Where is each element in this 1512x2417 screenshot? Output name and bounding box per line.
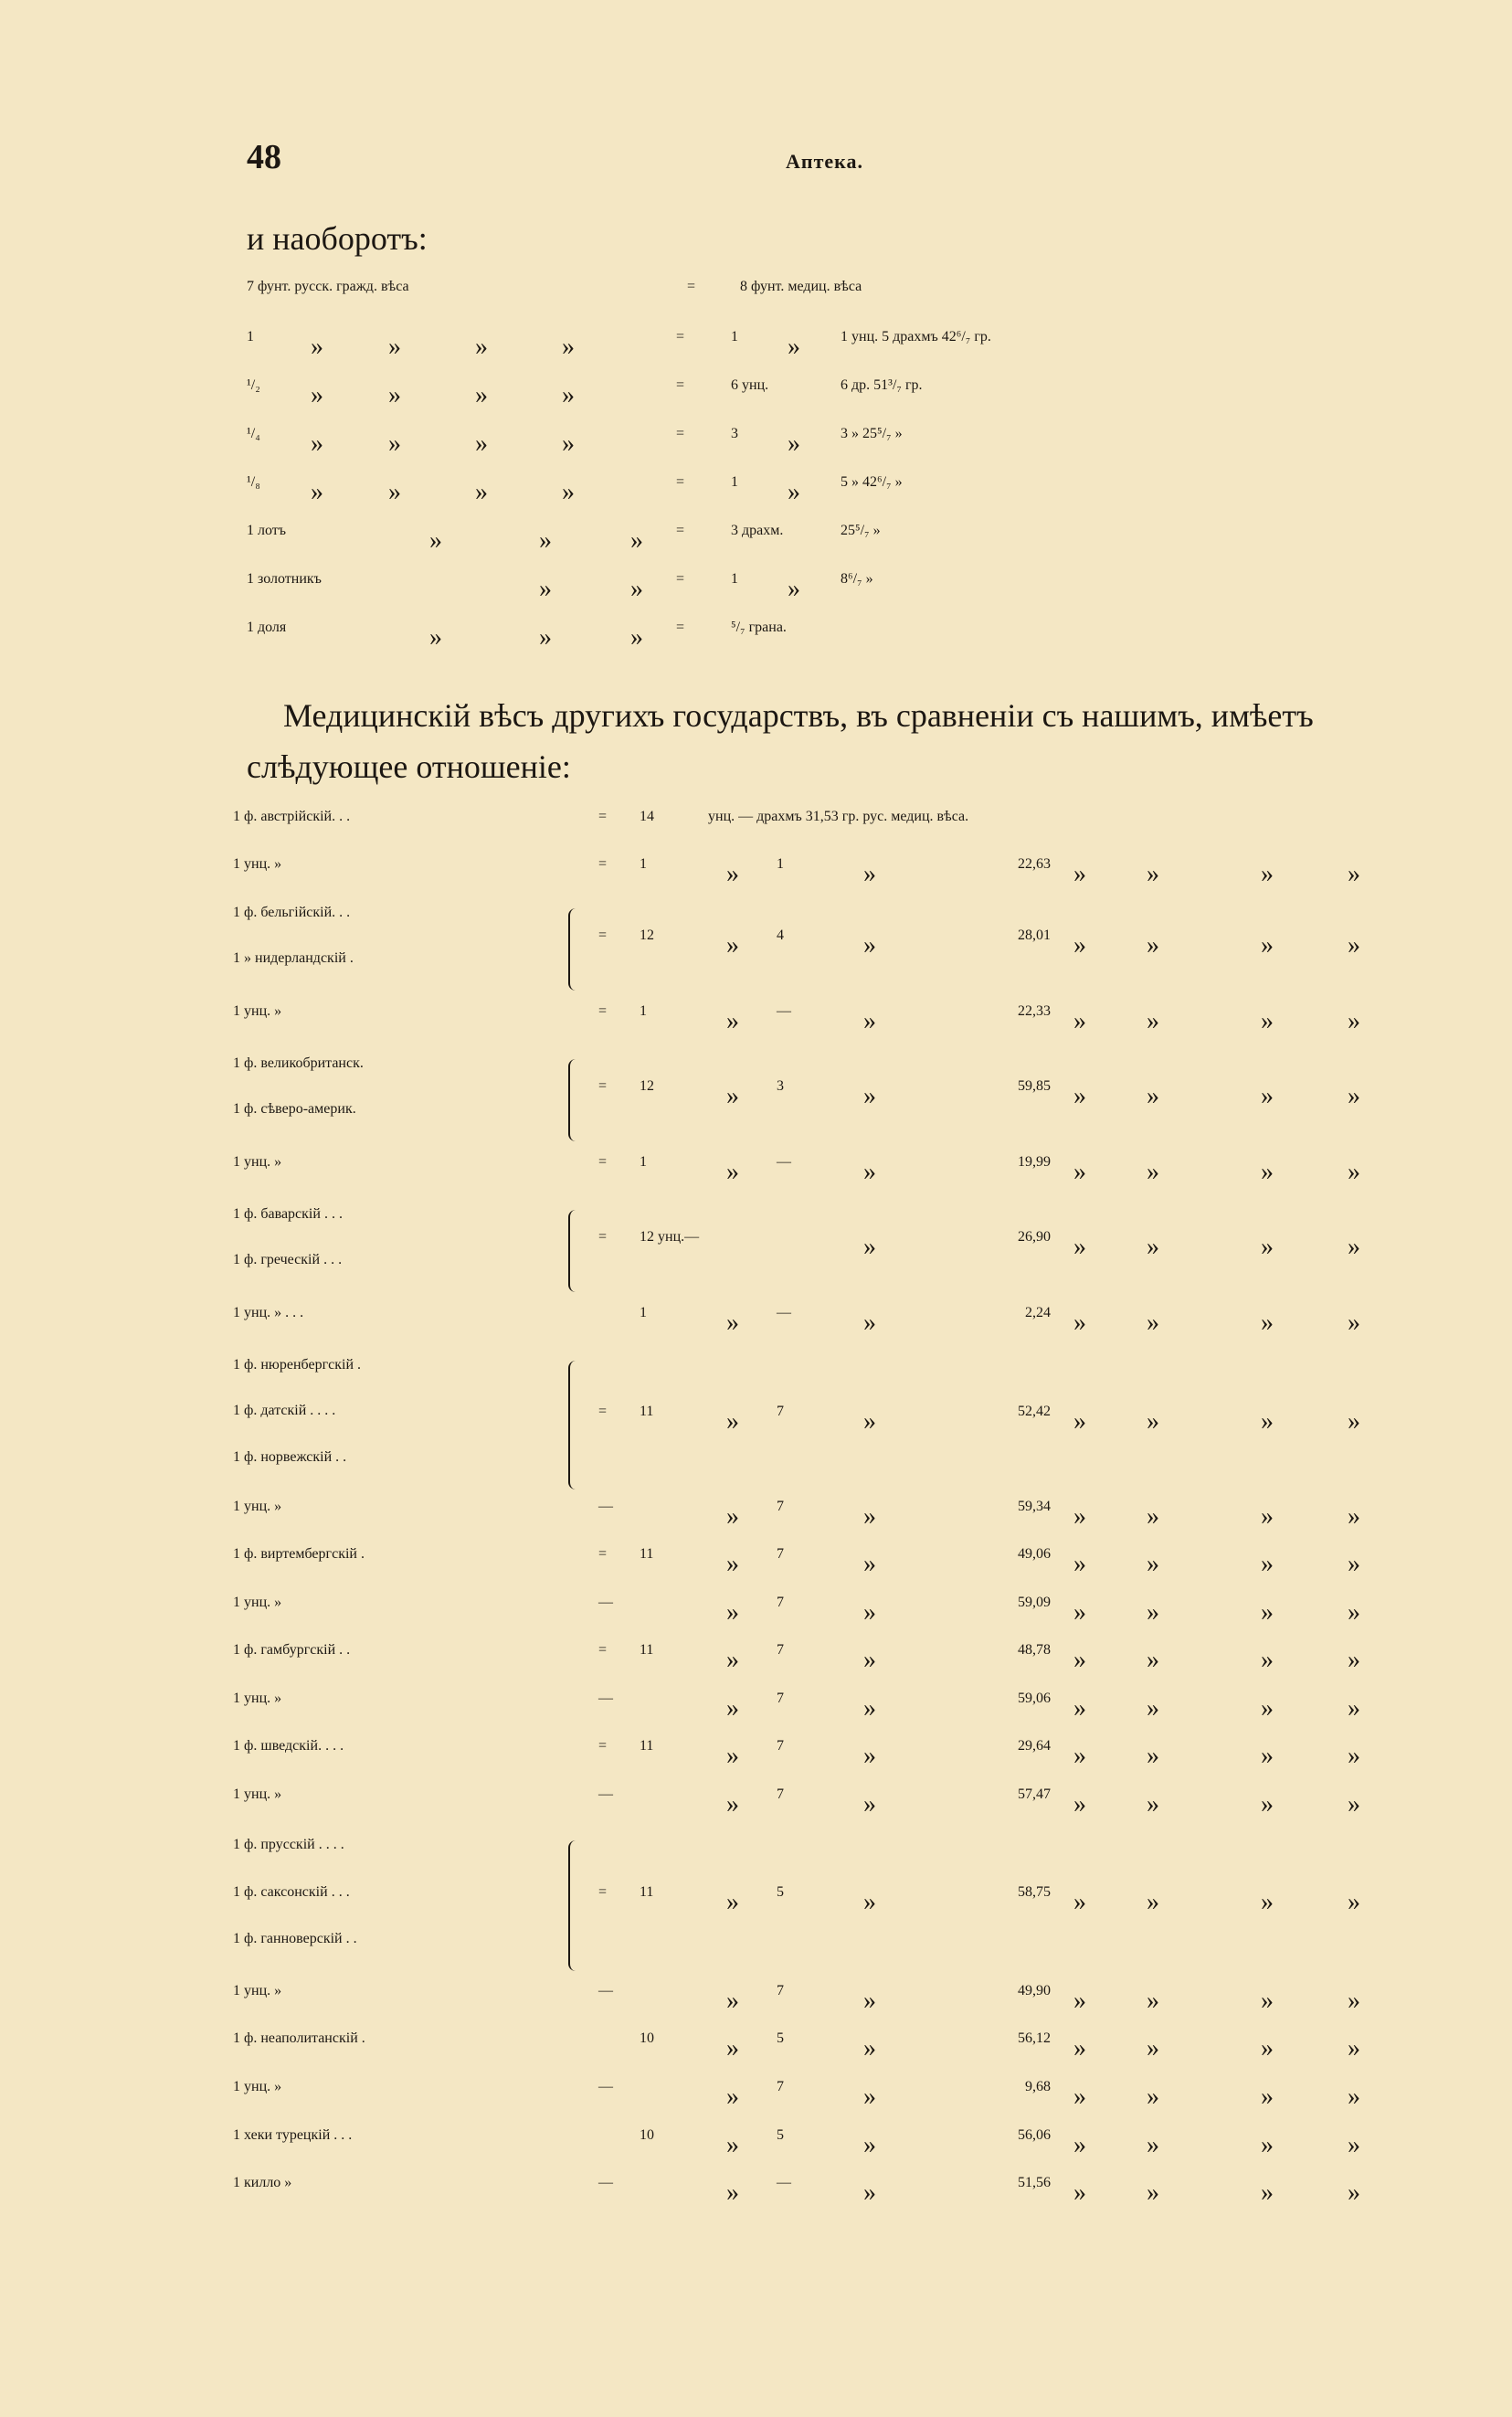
ditto-mark: » (1073, 1598, 1086, 1627)
conversion-label: ¹/₄ (247, 426, 260, 441)
ditto-mark: » (1261, 1887, 1274, 1916)
ditto-mark: » (429, 526, 442, 555)
eq-sign: = (598, 1403, 608, 1419)
country-label: 1 унц. » (233, 1003, 282, 1019)
country-label: 1 унц. » (233, 856, 282, 872)
ditto-mark: » (1348, 2131, 1360, 2159)
conversion-value: 3 драхм. (731, 523, 784, 538)
group-brace (568, 1361, 576, 1489)
ditto-mark: » (1073, 860, 1086, 888)
group-brace (568, 1059, 576, 1141)
ditto-mark: » (1261, 2083, 1274, 2111)
ditto-mark: » (863, 2083, 876, 2111)
conversion-label: 1 (247, 329, 254, 345)
ditto-mark: » (1348, 1694, 1360, 1723)
ditto-mark: » (539, 575, 552, 603)
eq-sign: = (598, 1883, 608, 1900)
conversion-label: ¹/₈ (247, 474, 260, 490)
ditto-mark: » (1073, 1082, 1086, 1110)
value-drachms: 3 (777, 1078, 784, 1094)
ditto-mark: » (1261, 1309, 1274, 1337)
country-label: 1 » нидерландскій . (233, 950, 354, 966)
ditto-mark: » (1348, 2178, 1360, 2207)
group-brace (568, 1210, 576, 1292)
eq-sign: — (598, 1499, 613, 1514)
ditto-mark: » (1348, 2034, 1360, 2062)
ditto-mark: » (1147, 1158, 1159, 1186)
eq-sign: — (598, 2175, 613, 2190)
ditto-mark: » (863, 1790, 876, 1818)
ditto-mark: » (726, 1987, 739, 2015)
ditto-mark: » (1073, 1406, 1086, 1436)
country-label: 1 ф. бельгійскій. . . (233, 905, 351, 920)
ditto-mark: » (1073, 1233, 1086, 1261)
comparison-paragraph: Медицинскій вѣсъ другихъ государствъ, въ сравненіи съ нашимъ, имѣетъ слѣдующее отношеніе: (247, 697, 1314, 785)
ditto-mark: » (539, 526, 552, 555)
country-label: 1 ф. ганноверскій . . (233, 1931, 357, 1946)
value-ounces: 1 (640, 1154, 647, 1170)
ditto-mark: » (1073, 1694, 1086, 1723)
ditto-mark: » (1261, 931, 1274, 959)
value-ounces: 10 (640, 2127, 654, 2143)
eq-sign: = (598, 1078, 608, 1094)
value-drachms: 4 (777, 928, 784, 943)
ditto-mark: » (1147, 1887, 1159, 1916)
value-grains: 9,68 (1025, 2079, 1051, 2094)
value-grains: 22,33 (1018, 1003, 1051, 1019)
ditto-mark: » (630, 526, 643, 555)
ditto-mark: » (726, 1007, 739, 1035)
ditto-mark: » (1348, 1082, 1360, 1110)
ditto-mark: » (1348, 1309, 1360, 1337)
ditto-mark: » (863, 1694, 876, 1723)
value-drachms: 7 (777, 1403, 784, 1419)
ditto-mark: » (1348, 1598, 1360, 1627)
value-drachms: 5 (777, 1883, 784, 1900)
ditto-mark: » (726, 1598, 739, 1627)
ditto-mark: » (1147, 860, 1159, 888)
eq-sign: = (598, 1546, 608, 1562)
value-ounces: 11 (640, 1546, 654, 1562)
country-label: 1 ф. виртембергскій . (233, 1546, 365, 1562)
ditto-mark: » (863, 1742, 876, 1770)
ditto-mark: » (1073, 1646, 1086, 1674)
ditto-mark: » (388, 429, 401, 458)
value-grains: 59,06 (1018, 1691, 1051, 1706)
value-grains: 52,42 (1018, 1403, 1051, 1419)
conversion-label: ¹/₂ (247, 377, 260, 393)
ditto-mark: » (726, 1694, 739, 1723)
ditto-mark: » (388, 478, 401, 506)
ditto-mark: » (1147, 1790, 1159, 1818)
eq-sign: = (598, 1154, 608, 1170)
ditto-mark: » (1261, 1233, 1274, 1261)
ditto-mark: » (1147, 1309, 1159, 1337)
country-label: 1 ф. великобританск. (233, 1055, 364, 1071)
value-ounces: 11 (640, 1403, 654, 1419)
ditto-mark: » (1348, 1790, 1360, 1818)
country-label: 1 унц. » . . . (233, 1305, 304, 1320)
country-label: 1 ф. шведскій. . . . (233, 1738, 344, 1754)
ditto-mark: » (726, 2131, 739, 2159)
ditto-mark: » (863, 1598, 876, 1627)
ditto-mark: » (1261, 1646, 1274, 1674)
ditto-mark: » (311, 429, 323, 458)
ditto-mark: » (562, 381, 575, 409)
country-label: 1 унц. » (233, 1154, 282, 1170)
ditto-mark: » (863, 1082, 876, 1110)
ditto-mark: » (1147, 1646, 1159, 1674)
ditto-mark: » (863, 1406, 876, 1436)
country-label: 1 ф. неаполитанскій . (233, 2030, 365, 2046)
ditto-mark: » (429, 623, 442, 652)
ditto-mark: » (863, 1502, 876, 1531)
ditto-mark: » (726, 1082, 739, 1110)
ditto-mark: » (630, 575, 643, 603)
value-grains: 59,09 (1018, 1595, 1051, 1610)
ditto-mark: » (475, 333, 488, 361)
ditto-mark: » (726, 1406, 739, 1436)
ditto-mark: » (1073, 1742, 1086, 1770)
country-label: 1 ф. австрійскій. . . (233, 809, 351, 824)
value-grains: 28,01 (1018, 928, 1051, 943)
ditto-mark: » (311, 381, 323, 409)
value-drachms: 7 (777, 1738, 784, 1754)
ditto-mark: » (475, 381, 488, 409)
ditto-mark: » (1147, 1082, 1159, 1110)
ditto-mark: » (1348, 1502, 1360, 1531)
value-grains: 19,99 (1018, 1154, 1051, 1170)
country-label: 1 унц. » (233, 1983, 282, 1998)
ditto-mark: » (726, 1790, 739, 1818)
country-label: 1 килло » (233, 2175, 292, 2190)
conversion-rest: 5 » 42⁶/₇ » (841, 474, 903, 490)
ditto-mark: » (1348, 1887, 1360, 1916)
value-grains: 56,06 (1018, 2127, 1051, 2143)
ditto-mark: » (388, 333, 401, 361)
group-brace (568, 1840, 576, 1971)
value-grains: 51,56 (1018, 2175, 1051, 2190)
ditto-mark: » (1073, 1158, 1086, 1186)
ditto-mark: » (1348, 1158, 1360, 1186)
ditto-mark: » (1348, 1550, 1360, 1578)
ditto-mark: » (1073, 1790, 1086, 1818)
ditto-mark: » (1261, 1158, 1274, 1186)
ditto-mark: » (1147, 1406, 1159, 1436)
ditto-mark: » (1261, 1007, 1274, 1035)
ditto-mark: » (1261, 2034, 1274, 2062)
ditto-mark: » (863, 1158, 876, 1186)
row-text: унц. — драхмъ 31,53 гр. рус. медиц. вѣса. (708, 809, 969, 824)
ditto-mark: » (1348, 1233, 1360, 1261)
conversion-label: 1 доля (247, 620, 287, 635)
ditto-mark: » (1073, 2178, 1086, 2207)
ditto-mark: » (1147, 1233, 1159, 1261)
ditto-mark: » (1261, 1406, 1274, 1436)
ditto-mark: » (788, 429, 800, 458)
ditto-mark: » (863, 1646, 876, 1674)
value-drachms: 7 (777, 2079, 784, 2094)
value-grains: 59,85 (1018, 1078, 1051, 1094)
ditto-mark: » (1348, 2083, 1360, 2111)
ditto-mark: » (1147, 2083, 1159, 2111)
ditto-mark: » (1261, 1550, 1274, 1578)
ditto-mark: » (1348, 1007, 1360, 1035)
eq-sign: = (598, 809, 608, 824)
ditto-mark: » (1348, 1987, 1360, 2015)
conversion-value: 6 унц. (731, 377, 769, 393)
ditto-mark: » (863, 1007, 876, 1035)
ditto-mark: » (562, 429, 575, 458)
ditto-mark: » (388, 381, 401, 409)
conversion-head-text: 7 фунт. русск. гражд. вѣса (247, 279, 409, 294)
ditto-mark: » (1147, 1007, 1159, 1035)
ditto-mark: » (863, 1887, 876, 1916)
ditto-mark: » (1348, 931, 1360, 959)
value-grains: 56,12 (1018, 2030, 1051, 2046)
ditto-mark: » (539, 623, 552, 652)
ditto-mark: » (1073, 1309, 1086, 1337)
ditto-mark: » (1261, 1694, 1274, 1723)
ditto-mark: » (1348, 1406, 1360, 1436)
page-number: 48 (247, 138, 281, 176)
eq-sign: = (598, 1642, 608, 1658)
value-grains: 2,24 (1025, 1305, 1051, 1320)
ditto-mark: » (1147, 1502, 1159, 1531)
value-ounces: 12 унц.— (640, 1229, 700, 1245)
ditto-mark: » (1073, 1007, 1086, 1035)
value-drachms: 7 (777, 1642, 784, 1658)
ditto-mark: » (788, 478, 800, 506)
country-label: 1 ф. греческій . . . (233, 1252, 343, 1267)
ditto-mark: » (1073, 931, 1086, 959)
conversion-label: 1 лотъ (247, 523, 287, 538)
ditto-mark: » (788, 575, 800, 603)
ditto-mark: » (863, 1987, 876, 2015)
value-drachms: 7 (777, 1546, 784, 1562)
country-label: 1 унц. » (233, 1786, 282, 1802)
ditto-mark: » (1147, 1694, 1159, 1723)
ditto-mark: » (726, 1309, 739, 1337)
ditto-mark: » (1147, 1987, 1159, 2015)
ditto-mark: » (1073, 2131, 1086, 2159)
value-ounces: 12 (640, 928, 654, 943)
conversion-value: 1 (731, 329, 738, 345)
ditto-mark: » (726, 1742, 739, 1770)
value-grains: 22,63 (1018, 856, 1051, 872)
running-title: Аптека. (786, 150, 863, 173)
conversion-rest: 25⁵/₇ » (841, 523, 881, 538)
ditto-mark: » (311, 333, 323, 361)
conversion-rest: 6 др. 51³/₇ гр. (841, 377, 923, 393)
ditto-mark: » (1261, 1987, 1274, 2015)
value-drachms: 5 (777, 2030, 784, 2046)
ditto-mark: » (1147, 2178, 1159, 2207)
ditto-mark: » (1073, 1887, 1086, 1916)
value-drachms: 7 (777, 1499, 784, 1514)
ditto-mark: » (726, 931, 739, 959)
conversion-rest: 1 унц. 5 драхмъ 42⁶/₇ гр. (841, 329, 991, 345)
ditto-mark: » (1261, 1598, 1274, 1627)
conversion-value: ⁵/₇ грана. (731, 620, 787, 635)
ditto-mark: » (788, 333, 800, 361)
value-drachms: — (777, 1154, 791, 1170)
ditto-mark: » (1147, 1742, 1159, 1770)
page-header (247, 137, 1416, 183)
ditto-mark: » (1261, 1502, 1274, 1531)
eq-sign: = (598, 856, 608, 872)
value-drachms: 7 (777, 1786, 784, 1802)
value-grains: 29,64 (1018, 1738, 1051, 1754)
country-label: 1 ф. норвежскій . . (233, 1449, 347, 1465)
country-label: 1 унц. » (233, 2079, 282, 2094)
eq-sign: — (598, 1595, 613, 1610)
ditto-mark: » (1147, 2034, 1159, 2062)
conversion-eq: = (676, 426, 685, 441)
ditto-mark: » (863, 1550, 876, 1578)
country-label: 1 ф. саксонскій . . . (233, 1884, 350, 1900)
eq-sign: = (598, 1229, 608, 1245)
ditto-mark: » (1073, 1987, 1086, 2015)
eq-sign: = (598, 1738, 608, 1754)
value-drachms: — (777, 2175, 791, 2190)
ditto-mark: » (1261, 2178, 1274, 2207)
country-label: 1 ф. гамбургскій . . (233, 1642, 351, 1658)
value-ounces: 11 (640, 1883, 654, 1900)
group-brace (568, 908, 576, 991)
conversion-eq: = (676, 474, 685, 490)
ditto-mark: » (1073, 2034, 1086, 2062)
value-grains: 49,90 (1018, 1983, 1051, 1998)
ditto-mark: » (726, 1550, 739, 1578)
value-ounces: 14 (640, 809, 654, 824)
conversion-eq: = (676, 620, 685, 635)
value-ounces: 1 (640, 856, 647, 872)
ditto-mark: » (1348, 1646, 1360, 1674)
value-drachms: 7 (777, 1691, 784, 1706)
intro-line: и наоборотъ: (247, 220, 428, 257)
ditto-mark: » (1147, 1598, 1159, 1627)
ditto-mark: » (863, 1309, 876, 1337)
conversion-label: 1 золотникъ (247, 571, 322, 587)
ditto-mark: » (1147, 2131, 1159, 2159)
ditto-mark: » (726, 1502, 739, 1531)
country-label: 1 унц. » (233, 1691, 282, 1706)
ditto-mark: » (562, 478, 575, 506)
ditto-mark: » (562, 333, 575, 361)
value-grains: 58,75 (1018, 1883, 1051, 1900)
value-grains: 49,06 (1018, 1546, 1051, 1562)
value-ounces: 12 (640, 1078, 654, 1094)
ditto-mark: » (863, 931, 876, 959)
ditto-mark: » (1261, 1082, 1274, 1110)
value-drachms: 5 (777, 2127, 784, 2143)
conversion-eq: = (676, 329, 685, 345)
conversion-value: 1 (731, 474, 738, 490)
value-grains: 26,90 (1018, 1229, 1051, 1245)
conversion-eq: = (676, 377, 685, 393)
value-ounces: 1 (640, 1003, 647, 1019)
ditto-mark: » (1147, 1550, 1159, 1578)
value-drachms: 7 (777, 1983, 784, 1998)
ditto-mark: » (726, 860, 739, 888)
ditto-mark: » (311, 478, 323, 506)
value-ounces: 11 (640, 1738, 654, 1754)
value-grains: 59,34 (1018, 1499, 1051, 1514)
value-drachms: — (777, 1305, 791, 1320)
conversion-eq: = (676, 523, 685, 538)
value-ounces: 10 (640, 2030, 654, 2046)
ditto-mark: » (863, 2034, 876, 2062)
ditto-mark: » (1261, 860, 1274, 888)
conversion-value: 3 (731, 426, 738, 441)
eq-sign: = (598, 928, 608, 943)
eq-sign: — (598, 1691, 613, 1706)
ditto-mark: » (726, 1646, 739, 1674)
country-label: 1 хеки турецкій . . . (233, 2127, 353, 2143)
conversion-rest: 8⁶/₇ » (841, 571, 873, 587)
country-label: 1 ф. нюренбергскій . (233, 1357, 362, 1373)
ditto-mark: » (1261, 1742, 1274, 1770)
ditto-mark: » (1073, 1502, 1086, 1531)
value-drachms: — (777, 1003, 791, 1019)
eq-sign: = (598, 1003, 608, 1019)
value-ounces: 11 (640, 1642, 654, 1658)
ditto-mark: » (1073, 2083, 1086, 2111)
conversion-rest: 3 » 25⁵/₇ » (841, 426, 903, 441)
ditto-mark: » (1261, 1790, 1274, 1818)
ditto-mark: » (475, 429, 488, 458)
eq-sign: — (598, 2079, 613, 2094)
country-label: 1 ф. датскій . . . . (233, 1403, 336, 1418)
conversion-eq: = (676, 571, 685, 587)
value-grains: 48,78 (1018, 1642, 1051, 1658)
ditto-mark: » (1348, 1742, 1360, 1770)
value-drachms: 1 (777, 856, 784, 872)
country-label: 1 ф. сѣверо-америк. (233, 1101, 356, 1117)
ditto-mark: » (1261, 2131, 1274, 2159)
eq-sign: — (598, 1983, 613, 1998)
conversion-value: 1 (731, 571, 738, 587)
value-ounces: 1 (640, 1305, 647, 1320)
ditto-mark: » (1073, 1550, 1086, 1578)
conversion-head-value: 8 фунт. медиц. вѣса (740, 279, 862, 294)
ditto-mark: » (863, 860, 876, 888)
conversion-head-eq: = (687, 279, 696, 294)
eq-sign: — (598, 1786, 613, 1802)
value-drachms: 7 (777, 1595, 784, 1610)
ditto-mark: » (863, 2131, 876, 2159)
ditto-mark: » (726, 1887, 739, 1916)
ditto-mark: » (1147, 931, 1159, 959)
ditto-mark: » (726, 1158, 739, 1186)
ditto-mark: » (863, 1233, 876, 1261)
country-label: 1 ф. баварскій . . . (233, 1206, 343, 1222)
ditto-mark: » (726, 2083, 739, 2111)
ditto-mark: » (863, 2178, 876, 2207)
country-label: 1 унц. » (233, 1595, 282, 1610)
ditto-mark: » (726, 2178, 739, 2207)
ditto-mark: » (475, 478, 488, 506)
ditto-mark: » (630, 623, 643, 652)
value-grains: 57,47 (1018, 1786, 1051, 1802)
ditto-mark: » (1348, 860, 1360, 888)
country-label: 1 ф. прусскій . . . . (233, 1837, 344, 1852)
ditto-mark: » (726, 2034, 739, 2062)
country-label: 1 унц. » (233, 1499, 282, 1514)
